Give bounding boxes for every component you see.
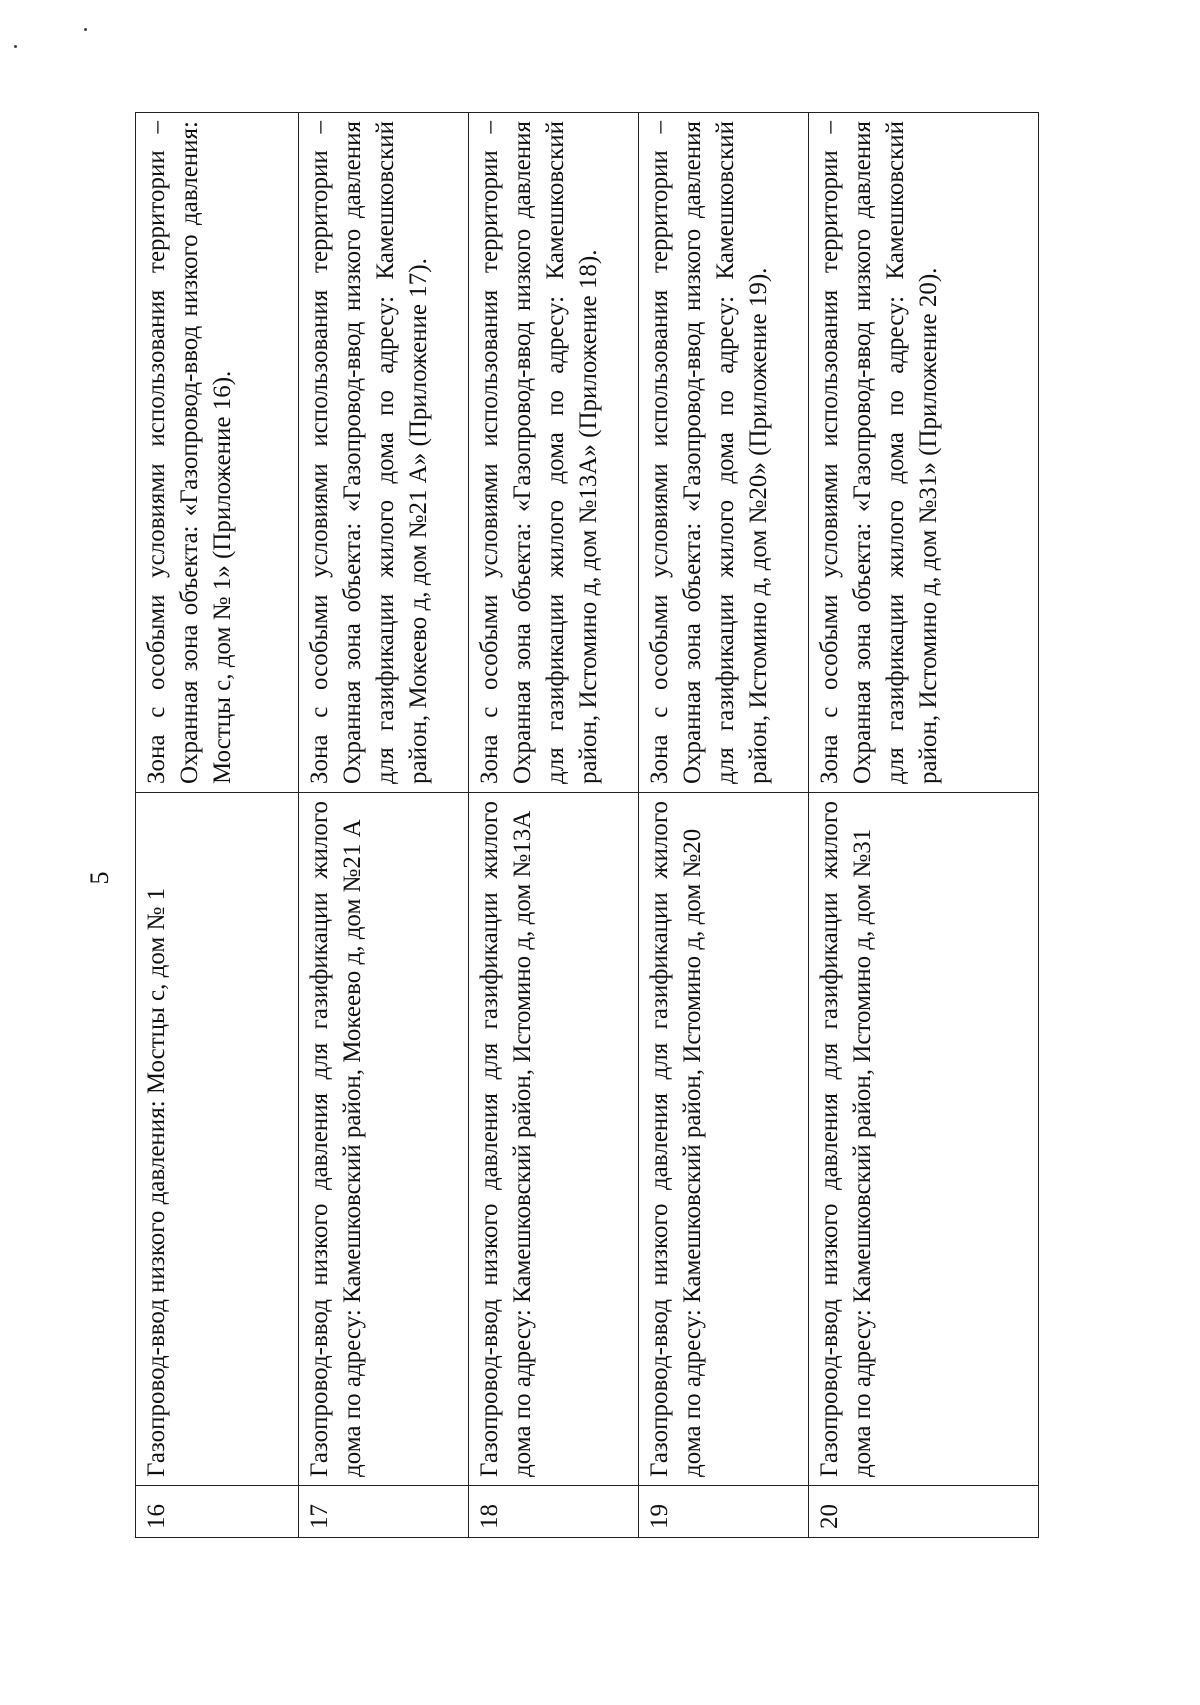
table-row	[639, 113, 809, 1538]
object-name-cell: Газопровод-ввод низкого давления для газификации жилого дома по адресу: Камешковский район, Истомино д, дом №13А	[469, 793, 639, 1486]
object-name-cell: Газопровод-ввод низкого давления для газификации жилого дома по адресу: Камешковский район, Истомино д, дом №31	[809, 793, 1039, 1486]
rotated-table-wrapper	[135, 113, 1038, 1538]
scan-speck	[14, 45, 17, 48]
protection-zone-cell: Зона с особыми условиями использования территории – Охранная зона объекта: «Газопровод-ввод низкого давления для газификации жилого дома по адресу: Камешковский район, Мокеево д, дом №21 А» (Приложение 17).	[299, 113, 469, 793]
table-row	[299, 113, 469, 1538]
row-number: 16	[136, 1486, 299, 1538]
object-name-cell: Газопровод-ввод низкого давления: Мостцы с, дом № 1	[136, 793, 299, 1486]
table-row	[469, 113, 639, 1538]
row-number: 18	[469, 1486, 639, 1538]
object-name-cell: Газопровод-ввод низкого давления для газификации жилого дома по адресу: Камешковский район, Истомино д, дом №20	[639, 793, 809, 1486]
row-number: 17	[299, 1486, 469, 1538]
scan-speck	[84, 28, 87, 31]
row-number: 19	[639, 1486, 809, 1538]
protection-zone-cell: Зона с особыми условиями использования территории – Охранная зона объекта: «Газопровод-ввод низкого давления для газификации жилого дома по адресу: Камешковский район, Истомино д, дом №13А» (Приложение 18).	[469, 113, 639, 793]
object-name-cell: Газопровод-ввод низкого давления для газификации жилого дома по адресу: Камешковский район, Мокеево д, дом №21 А	[299, 793, 469, 1486]
table-row	[136, 113, 299, 1538]
objects-table	[135, 112, 1039, 1538]
protection-zone-cell: Зона с особыми условиями использования территории – Охранная зона объекта: «Газопровод-ввод низкого давления для газификации жилого дома по адресу: Камешковский район, Истомино д, дом №20» (Приложение 19).	[639, 113, 809, 793]
table-row	[809, 113, 1039, 1538]
protection-zone-cell: Зона с особыми условиями использования территории – Охранная зона объекта: «Газопровод-ввод низкого давления: Мостцы с, дом № 1» (Приложение 16).	[136, 113, 299, 793]
row-number: 20	[809, 1486, 1039, 1538]
page-number: 5	[85, 871, 114, 885]
protection-zone-cell: Зона с особыми условиями использования территории – Охранная зона объекта: «Газопровод-ввод низкого давления для газификации жилого дома по адресу: Камешковский район, Истомино д, дом №31» (Приложение 20).	[809, 113, 1039, 793]
